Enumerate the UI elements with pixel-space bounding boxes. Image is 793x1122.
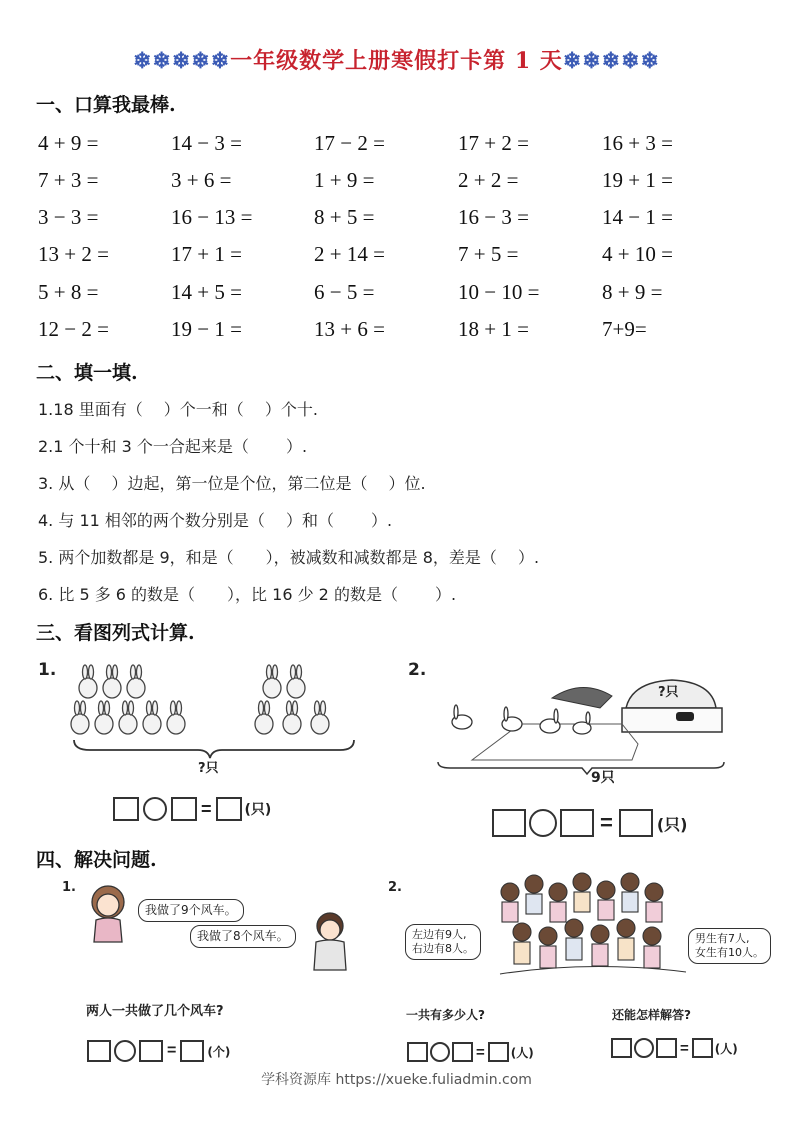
section2-heading: 二、填一填. (36, 362, 138, 384)
equals-sign: = (476, 1043, 485, 1061)
fill-item-5: 5. 两个加数都是 9，和是（ ），被减数和减数都是 8，差是（ ）. (38, 548, 540, 567)
s3-q2-house-label: ?只 (658, 685, 679, 700)
girl-speech-bubble: 我做了9个风车。 (138, 899, 244, 922)
answer-box[interactable] (407, 1042, 428, 1062)
calc-item: 14 + 5 = (171, 280, 242, 304)
calc-item: 7 + 5 = (458, 242, 519, 266)
operator-circle[interactable] (430, 1042, 450, 1062)
calc-item: 3 − 3 = (38, 205, 99, 229)
calc-item: 14 − 3 = (171, 131, 242, 155)
calc-item: 13 + 2 = (38, 242, 109, 266)
equals-sign: = (600, 810, 613, 835)
footer-watermark: 学科资源库 https://xueke.fuliadmin.com (261, 1072, 532, 1088)
section1-heading: 一、口算我最棒. (36, 94, 176, 116)
calc-item: 6 − 5 = (314, 280, 375, 304)
rabbit-icon (452, 705, 591, 734)
rabbits-illustration (70, 660, 360, 770)
unit-label: (只) (244, 802, 272, 818)
calc-item: 5 + 8 = (38, 280, 99, 304)
unit-label: (只) (656, 814, 688, 834)
calc-item: 18 + 1 = (458, 317, 529, 341)
operator-circle[interactable] (634, 1038, 654, 1058)
girl-icon (92, 886, 124, 942)
calc-item: 17 + 1 = (171, 242, 242, 266)
calc-item: 19 + 1 = (602, 168, 673, 192)
s3-q1-equation (113, 797, 271, 821)
answer-box[interactable] (611, 1038, 632, 1058)
equals-sign: = (201, 798, 212, 819)
calc-item: 14 − 1 = (602, 205, 673, 229)
calc-item: 3 + 6 = (171, 168, 232, 192)
unit-label: (个) (207, 1044, 231, 1059)
calc-item: 16 − 3 = (458, 205, 529, 229)
boy-icon (314, 913, 346, 970)
calc-item: 7+9= (602, 317, 647, 341)
s4-q2-question-left: 一共有多少人? (406, 1008, 485, 1022)
s4-q2-number: 2. (388, 880, 402, 895)
fill-item-6: 6. 比 5 多 6 的数是（ ），比 16 少 2 的数是（ ）. (38, 585, 457, 604)
unit-label: (人) (510, 1045, 534, 1060)
answer-box[interactable] (492, 809, 526, 837)
answer-box[interactable] (488, 1042, 509, 1062)
calc-item: 19 − 1 = (171, 317, 242, 341)
brace-icon (74, 740, 354, 758)
answer-box[interactable] (452, 1042, 473, 1062)
s4-q2-equation-left (407, 1042, 534, 1062)
calc-item: 16 + 3 = (602, 131, 673, 155)
answer-box[interactable] (87, 1040, 111, 1062)
calc-item: 13 + 6 = (314, 317, 385, 341)
snowflake-icon: ❄❄❄❄❄ (562, 48, 660, 74)
calc-item: 16 − 13 = (171, 205, 253, 229)
s3-q1-number: 1. (38, 660, 57, 680)
answer-box[interactable] (113, 797, 139, 821)
calc-item: 8 + 9 = (602, 280, 663, 304)
s4-q1-number: 1. (62, 880, 76, 895)
answer-box[interactable] (139, 1040, 163, 1062)
s3-q2-equation (492, 809, 688, 837)
calc-item: 7 + 3 = (38, 168, 99, 192)
crowd-illustration (490, 862, 700, 980)
answer-box[interactable] (171, 797, 197, 821)
answer-box[interactable] (619, 809, 653, 837)
children-icon (501, 873, 663, 968)
answer-box[interactable] (692, 1038, 713, 1058)
calc-item: 2 + 2 = (458, 168, 519, 192)
section3-heading: 三、看图列式计算. (36, 622, 195, 644)
operator-circle[interactable] (114, 1040, 136, 1062)
calc-item: 1 + 9 = (314, 168, 375, 192)
snowflake-icon: ❄❄❄❄❄ (133, 48, 231, 74)
s3-q2-brace-label: 9只 (591, 770, 615, 786)
rabbit-icon (71, 665, 329, 734)
bush-icon (552, 687, 612, 708)
fill-item-4: 4. 与 11 相邻的两个数分别是（ ）和（ ）. (38, 511, 393, 530)
crowd-left-bubble: 左边有9人, 右边有8人。 (405, 924, 481, 960)
calc-item: 2 + 14 = (314, 242, 385, 266)
calc-item: 12 − 2 = (38, 317, 109, 341)
calc-item: 17 + 2 = (458, 131, 529, 155)
equals-sign: = (167, 1042, 177, 1059)
fill-item-3: 3. 从（ ）边起，第一位是个位，第二位是（ ）位. (38, 474, 426, 493)
s3-q1-brace-label: ?只 (198, 761, 219, 776)
crowd-right-bubble: 男生有7人, 女生有10人。 (688, 928, 771, 964)
animals-to-house-illustration (432, 668, 732, 776)
calc-item: 8 + 5 = (314, 205, 375, 229)
answer-box[interactable] (656, 1038, 677, 1058)
answer-box[interactable] (560, 809, 594, 837)
s4-q1-question: 两人一共做了几个风车? (86, 1004, 224, 1019)
boy-speech-bubble: 我做了8个风车。 (190, 925, 296, 948)
calc-item: 4 + 10 = (602, 242, 673, 266)
fill-item-1: 1.18 里面有（ ）个一和（ ）个十. (38, 400, 318, 419)
section4-heading: 四、解决问题. (36, 849, 157, 871)
calc-item: 10 − 10 = (458, 280, 540, 304)
title-text: 一年级数学上册寒假打卡第 1 天 (230, 48, 563, 74)
s4-q1-equation (87, 1040, 230, 1062)
answer-box[interactable] (180, 1040, 204, 1062)
unit-label: (人) (714, 1041, 738, 1056)
s4-q2-question-right: 还能怎样解答? (612, 1008, 691, 1022)
calc-item: 17 − 2 = (314, 131, 385, 155)
page-title (0, 44, 793, 75)
operator-circle[interactable] (143, 797, 167, 821)
calc-item: 4 + 9 = (38, 131, 99, 155)
equals-sign: = (680, 1039, 689, 1057)
fill-item-2: 2.1 个十和 3 个一合起来是（ ）. (38, 437, 308, 456)
s3-q2-number: 2. (408, 660, 427, 680)
brace-icon (438, 762, 724, 774)
answer-box[interactable] (216, 797, 242, 821)
s4-q2-equation-right (611, 1038, 738, 1058)
operator-circle[interactable] (529, 809, 557, 837)
